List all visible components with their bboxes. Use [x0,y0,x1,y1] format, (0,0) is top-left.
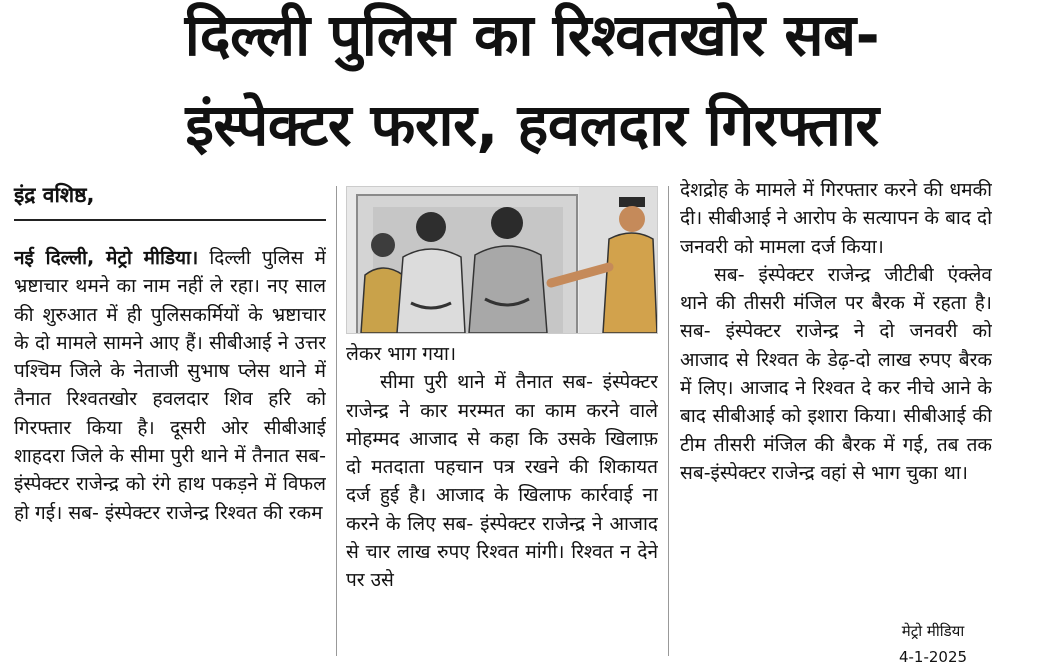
column-2-paragraph-1: लेकर भाग गया। [346,343,457,365]
article-column-3 [680,176,992,656]
headline-line-1: दिल्ली पुलिस का रिश्वतखोर सब- [184,1,880,69]
column-3-paragraph-2: सब- इंस्पेक्टर राजेन्द्र जीटीबी एंक्लेव थाने की तीसरी मंजिल पर बैरक में रहता है। सब- इंस्पेक्टर राजेन्द्र ने दो जनवरी को आजाद से रिश्वत के डेढ़-दो लाख रुपए बैरक में लिए। आजाद ने रिश्वत दे कर नीचे आने के बाद सीबीआई को इशारा किया। सीबीआई की टीम तीसरी मंजिल की बैरक में गई, तब तक सब-इंस्पेक्टर राजेन्द्र वहां से भाग चुका था। [680,263,992,484]
article-column-2 [346,340,658,656]
publish-date: 4-1-2025 [898,648,968,666]
byline-divider [14,219,326,221]
byline: इंद्र वशिष्ठ, [14,183,95,207]
source-name: मेट्रो मीडिया [901,622,965,640]
column-2-paragraph-2: सीमा पुरी थाने में तैनात सब- इंस्पेक्टर राजेन्द्र ने कार मरम्मत का काम करने वाले मोहम्मद आजाद से कहा कि उसके खिलाफ़ दो मतदाता पहचान पत्र रखने की शिकायत दर्ज हुई है। आजाद के खिलाफ कार्रवाई ना करने के लिए सब- इंस्पेक्टर राजेन्द्र ने आजाद से चार लाख रुपए रिश्वत मांगी। रिश्वत न देने पर उसे [346,371,658,592]
dateline: नई दिल्ली, मेट्रो मीडिया। [14,247,199,269]
column-divider-1 [336,186,337,656]
column-divider-2 [668,186,669,656]
column-3-paragraph-1: देशद्रोह के मामले में गिरफ्तार करने की धमकी दी। सीबीआई ने आरोप के सत्यापन के बाद दो जनवरी को मामला दर्ज किया। [680,179,992,258]
source-credit [878,618,988,670]
column-1-text: दिल्ली पुलिस में भ्रष्टाचार थमने का नाम नहीं ले रहा। नए साल की शुरुआत में ही पुलिसकर्मियों के भ्रष्टाचार के दो मामले सामने आए हैं। सीबीआई ने उत्तर पश्चिम जिले के नेताजी सुभाष प्लेस थाने में तैनात रिश्वतखोर हवलदार शिव हरि को गिरफ्तार किया है। दूसरी ओर सीबीआई शाहदरा जिले के सीमा पुरी थाने में तैनात सब- इंस्पेक्टर राजेन्द्र को रंगे हाथ पकड़ने में विफल हो गई। सब- इंस्पेक्टर राजेन्द्र रिश्वत की रकम [14,247,326,524]
headline-line-2: इंस्पेक्टर फरार, हवलदार गिरफ्तार [185,91,879,159]
article-illustration [346,186,658,334]
article-column-1 [14,244,326,656]
